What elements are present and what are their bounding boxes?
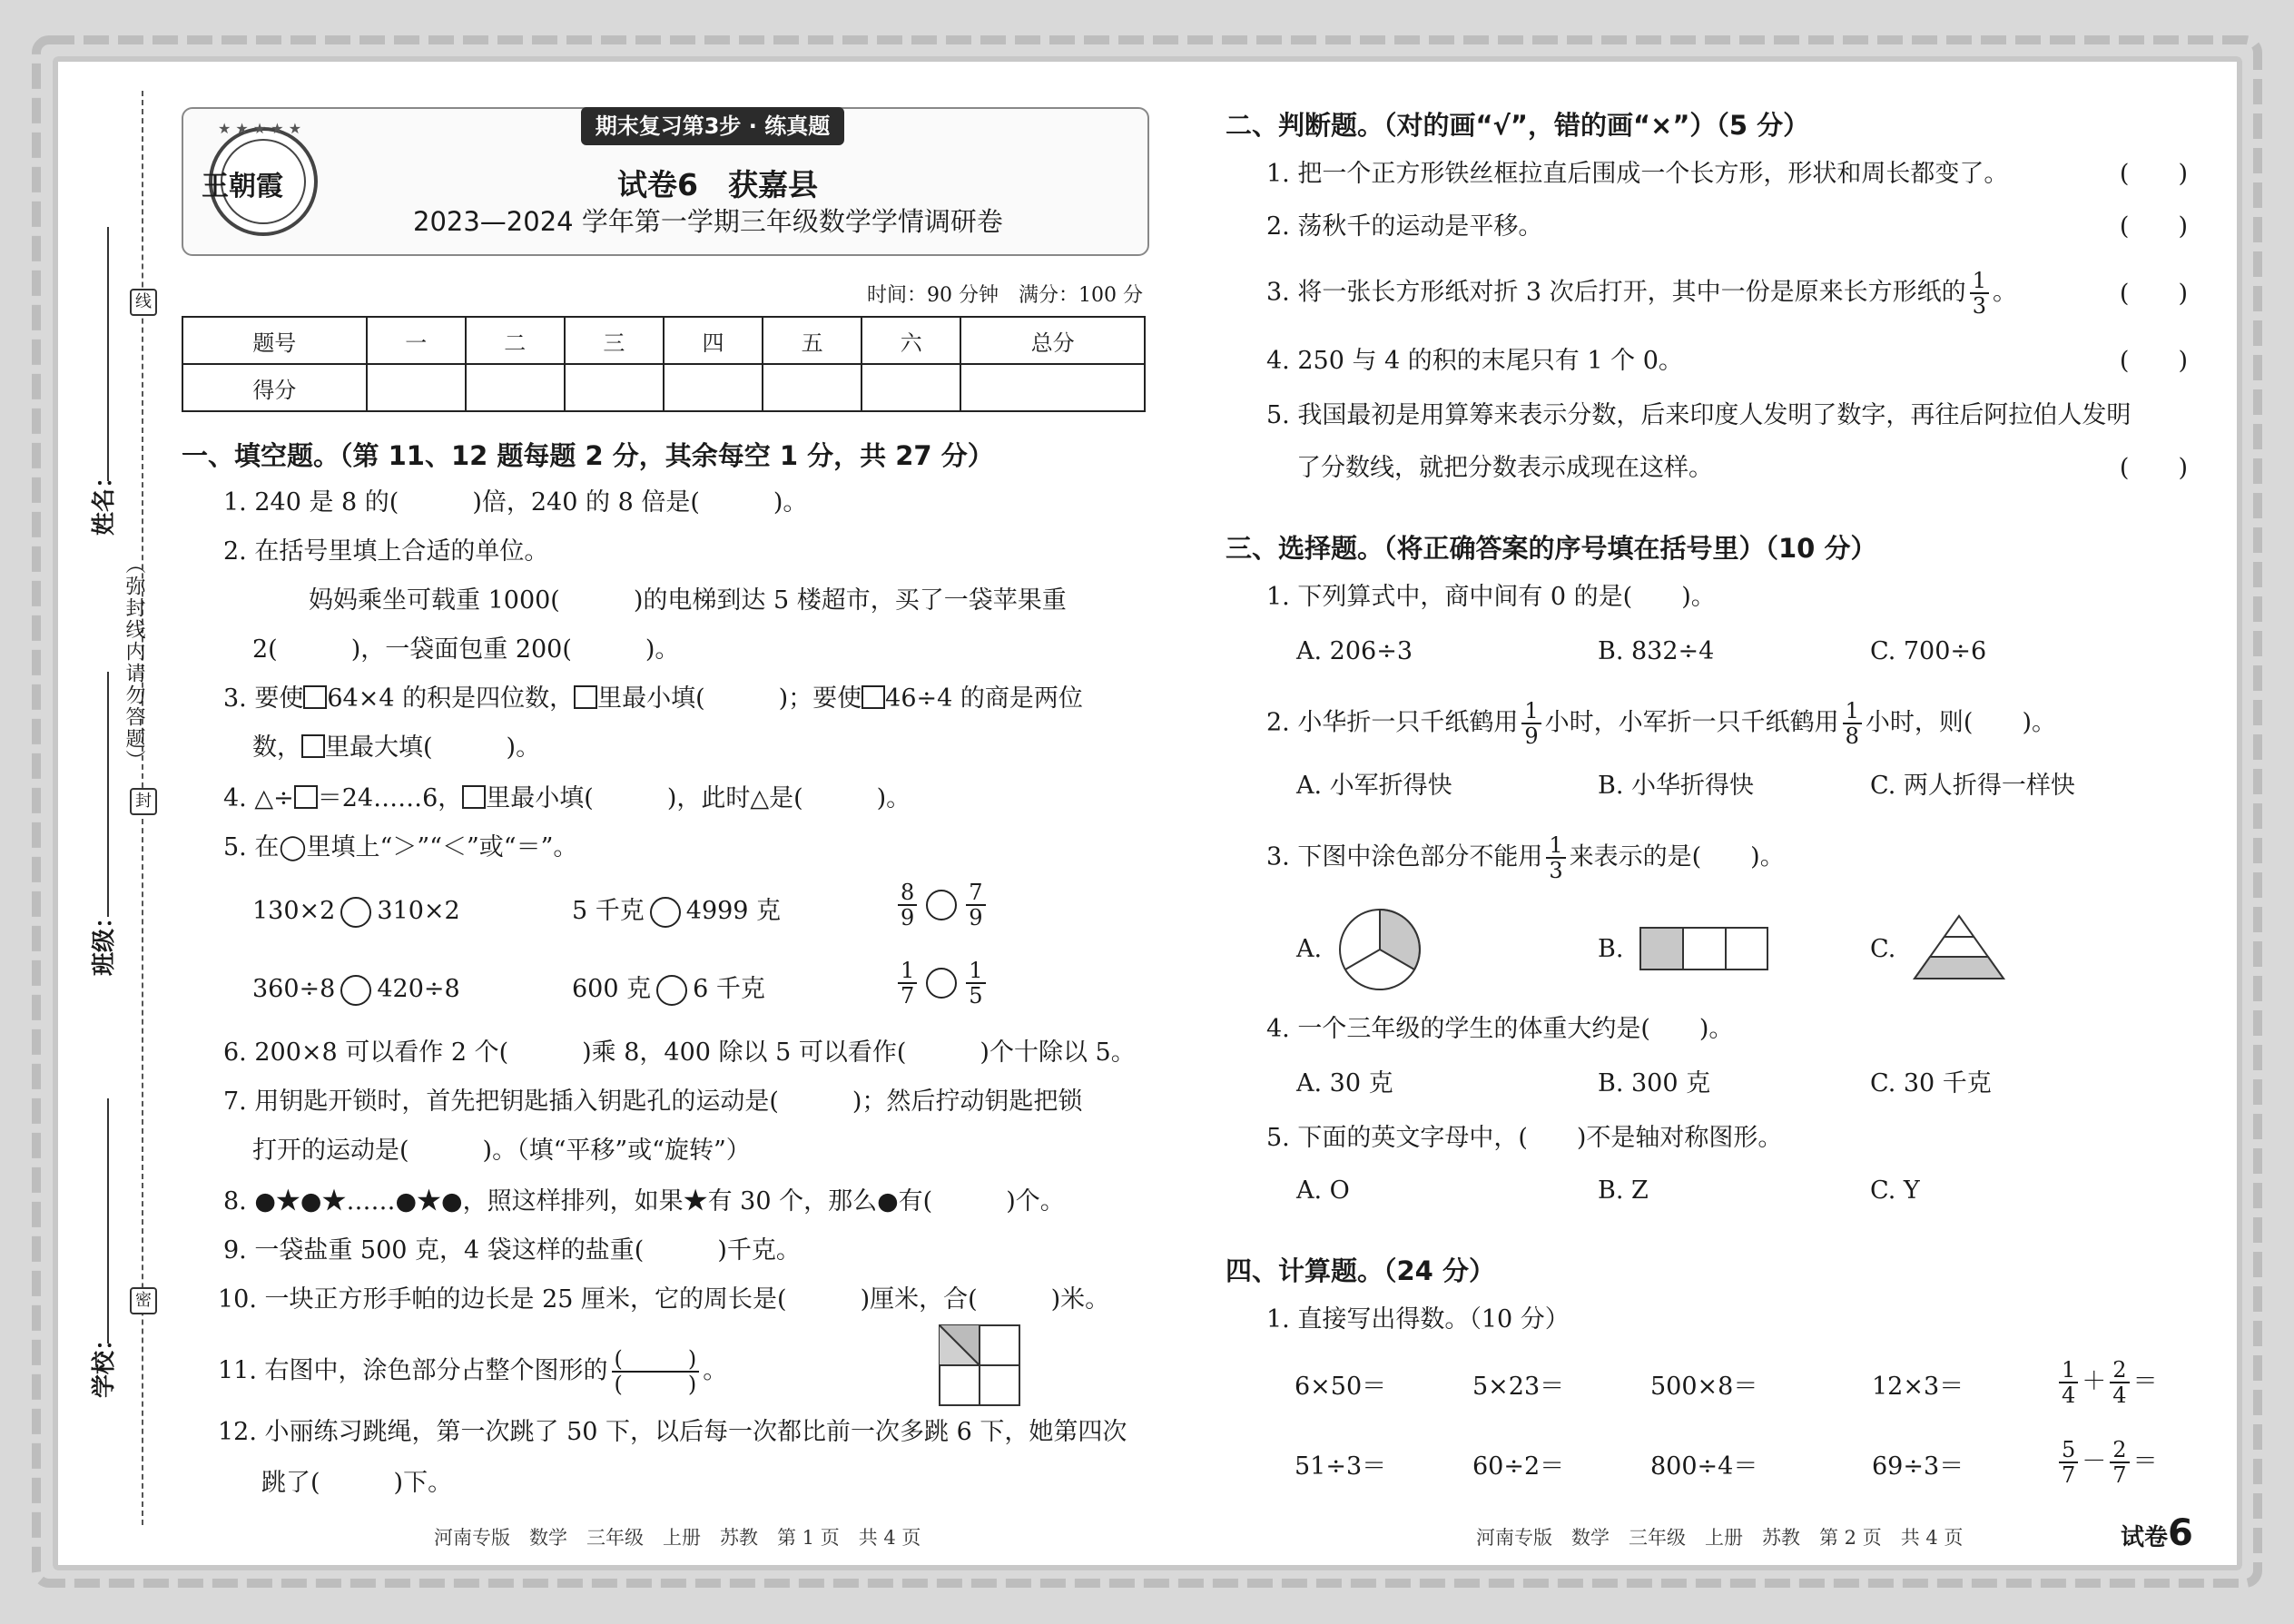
s3-q3 <box>1266 833 1785 882</box>
calc-item: 5×23＝ <box>1472 1373 1565 1401</box>
s2-item-3-end: 。 <box>1992 278 2017 307</box>
s2-paren-5[interactable]: ( ) <box>2119 454 2188 482</box>
operator: － <box>2082 1447 2107 1476</box>
score-input[interactable] <box>763 364 861 411</box>
s4-sub1: 1. 直接写出得数。（10 分） <box>1266 1305 1570 1334</box>
equals: ＝ <box>2132 1367 2158 1396</box>
seal-mark-feng: 封 <box>130 788 157 815</box>
score-input[interactable] <box>565 364 664 411</box>
compare-right: 420÷8 <box>377 975 460 1003</box>
denominator: 7 <box>2112 1462 2127 1488</box>
triangle-figure <box>1912 913 2006 982</box>
exam-subtitle: 2023—2024 学年第一学期三年级数学学情调研卷 <box>413 206 1003 237</box>
s1-q11-text: 11. 右图中，涂色部分占整个图形的 <box>218 1356 608 1385</box>
compare-left: 130×2 <box>252 897 336 925</box>
score-input[interactable] <box>960 364 1145 411</box>
s2-item-2: 2. 荡秋千的运动是平移。 <box>1266 212 1543 241</box>
s3-q1-opt-b[interactable]: B. 832÷4 <box>1598 637 1715 665</box>
score-cell: 总分 <box>960 317 1145 364</box>
numerator: 1 <box>1843 699 1862 724</box>
fraction <box>898 881 917 930</box>
compare-circle[interactable] <box>340 897 371 928</box>
fraction <box>966 881 985 930</box>
calc-item: 60÷2＝ <box>1472 1452 1565 1481</box>
s3-q2-opt-c[interactable]: C. 两人折得一样快 <box>1870 772 2075 800</box>
compare-circle[interactable] <box>656 975 687 1006</box>
s1-q2: 2. 在括号里填上合适的单位。 <box>223 537 549 566</box>
s3-q2 <box>1266 699 2056 748</box>
s2-paren-1[interactable]: ( ) <box>2119 160 2188 188</box>
s2-paren-2[interactable]: ( ) <box>2119 212 2188 241</box>
s3-q5-opt-a[interactable]: A. O <box>1296 1176 1350 1205</box>
compare-3 <box>894 881 989 930</box>
compare-4 <box>252 973 460 1006</box>
s1-q3b <box>252 732 540 764</box>
s3-q1-opt-a[interactable]: A. 206÷3 <box>1296 637 1413 665</box>
score-input[interactable] <box>466 364 565 411</box>
s1-q3b-text: 里最大填( )。 <box>325 733 541 762</box>
denominator: 4 <box>2062 1383 2076 1408</box>
numerator: 7 <box>966 881 985 906</box>
paper-badge <box>2121 1512 2193 1554</box>
numerator: 1 <box>2059 1358 2078 1383</box>
class-label: 班级： <box>91 904 118 976</box>
s3-q5-opt-b[interactable]: B. Z <box>1598 1176 1649 1205</box>
denominator: 8 <box>1845 723 1859 749</box>
compare-circle[interactable] <box>926 968 957 999</box>
calc-item: 69÷3＝ <box>1872 1452 1964 1481</box>
s2-item-4: 4. 250 与 4 的积的末尾只有 1 个 0。 <box>1266 347 1683 375</box>
compare-2 <box>572 895 781 928</box>
s2-paren-4[interactable]: ( ) <box>2119 347 2188 375</box>
s1-q1: 1. 240 是 8 的( )倍，240 的 8 倍是( )。 <box>223 488 808 517</box>
fraction <box>898 959 917 1008</box>
name-field[interactable] <box>107 227 109 481</box>
numerator: ( ) <box>612 1347 700 1373</box>
fraction <box>2059 1438 2078 1487</box>
school-label: 学校： <box>91 1326 118 1398</box>
compare-left: 5 千克 <box>572 897 645 925</box>
s3-q3-opt-c[interactable]: C. <box>1870 935 1896 963</box>
seal-mark-xian: 线 <box>130 289 157 316</box>
s2-item-1: 1. 把一个正方形铁丝框拉直后围成一个长方形，形状和周长都变了。 <box>1266 160 2009 188</box>
score-cell: 一 <box>367 317 466 364</box>
logo-text: 王朝霞 <box>202 171 283 202</box>
denominator: ( ) <box>614 1372 697 1397</box>
numerator: 2 <box>2110 1438 2129 1463</box>
q11-figure <box>938 1324 1021 1407</box>
calc-item: 800÷4＝ <box>1650 1452 1758 1481</box>
paper-badge-num: 6 <box>2168 1512 2193 1554</box>
score-input[interactable] <box>367 364 466 411</box>
compare-right: 310×2 <box>377 897 460 925</box>
score-cell: 题号 <box>182 317 367 364</box>
fraction <box>1843 699 1862 748</box>
score-cell: 四 <box>664 317 763 364</box>
numerator: 8 <box>898 881 917 906</box>
square-icon <box>861 685 885 709</box>
s2-paren-3[interactable]: ( ) <box>2119 280 2188 308</box>
exam-title: 试卷6 获嘉县 <box>617 167 818 202</box>
numerator: 1 <box>1546 833 1565 859</box>
square-icon <box>574 685 597 709</box>
fraction <box>2110 1438 2129 1487</box>
score-table-score-row <box>182 364 1145 411</box>
section1-heading: 一、填空题。（第 11、12 题每题 2 分，其余每空 1 分，共 27 分） <box>182 440 994 471</box>
s1-q2b: 2( )，一袋面包重 200( )。 <box>252 635 680 664</box>
footer-right: 河南专版 数学 三年级 上册 苏教 第 2 页 共 4 页 <box>1476 1527 1964 1549</box>
numerator: 1 <box>966 959 985 984</box>
s3-q2-text: 小时，则( )。 <box>1865 708 2056 737</box>
square-icon <box>294 785 318 809</box>
s1-q4-text: 4. △÷ <box>223 784 294 812</box>
s1-q4 <box>223 782 911 815</box>
seal-mark-mi: 密 <box>130 1287 157 1314</box>
compare-circle[interactable] <box>340 975 371 1006</box>
pie-figure <box>1336 906 1423 993</box>
s1-q3b-text: 数， <box>252 733 301 762</box>
s1-q3a-text: 46÷4 的商是两位 <box>885 684 1083 713</box>
s3-q4-opt-b[interactable]: B. 300 克 <box>1598 1069 1711 1097</box>
score-row-label: 得分 <box>182 364 367 411</box>
fraction-blank[interactable] <box>612 1347 700 1396</box>
s1-q8: 8. ●★●★……●★●，照这样排列，如果★有 30 个，那么●有( )个。 <box>223 1187 1065 1216</box>
s3-q5: 5. 下面的英文字母中，( )不是轴对称图形。 <box>1266 1124 1783 1152</box>
denominator: 5 <box>969 983 983 1009</box>
class-field[interactable] <box>107 672 109 917</box>
s3-q3-text: 来表示的是( )。 <box>1569 842 1785 871</box>
calc-item: 12×3＝ <box>1872 1373 1964 1401</box>
score-table <box>182 316 1146 412</box>
s1-q12a: 12. 小丽练习跳绳，第一次跳了 50 下，以后每一次都比前一次多跳 6 下，她第四次 <box>218 1418 1127 1446</box>
score-cell: 三 <box>565 317 664 364</box>
calc-item: 51÷3＝ <box>1295 1452 1387 1481</box>
s3-q5-opt-c[interactable]: C. Y <box>1870 1176 1920 1205</box>
s3-q4-opt-c[interactable]: C. 30 千克 <box>1870 1069 1992 1097</box>
calc-item: 6×50＝ <box>1295 1373 1387 1401</box>
time-info: 时间：90 分钟 满分：100 分 <box>867 284 1143 307</box>
fraction <box>966 959 985 1008</box>
fraction <box>1546 833 1565 882</box>
svg-text:★ ★ ★ ★ ★: ★ ★ ★ ★ ★ <box>218 120 302 137</box>
s3-q4: 4. 一个三年级的学生的体重大约是( )。 <box>1266 1015 1734 1043</box>
calc-item: 500×8＝ <box>1650 1373 1758 1401</box>
s1-q2a: 妈妈乘坐可载重 1000( )的电梯到达 5 楼超市，买了一袋苹果重 <box>309 586 1067 615</box>
s2-item-3-text: 3. 将一张长方形纸对折 3 次后打开，其中一份是原来长方形纸的 <box>1266 278 1966 307</box>
compare-right: 4999 克 <box>685 897 782 925</box>
compare-right: 6 千克 <box>693 975 765 1003</box>
denominator: 9 <box>969 905 983 930</box>
school-field[interactable] <box>107 1098 109 1343</box>
s3-q2-text: 小时，小军折一只千纸鹤用 <box>1544 708 1839 737</box>
calc-fraction-2 <box>2055 1438 2158 1487</box>
bar-figure <box>1639 926 1769 971</box>
compare-5 <box>572 973 765 1006</box>
s3-q2-opt-b[interactable]: B. 小华折得快 <box>1598 772 1755 800</box>
fraction <box>2059 1358 2078 1407</box>
score-cell: 六 <box>861 317 960 364</box>
s3-q2-opt-a[interactable]: A. 小军折得快 <box>1296 772 1452 800</box>
numerator: 2 <box>2110 1358 2129 1383</box>
paper-badge-label: 试卷 <box>2121 1524 2169 1551</box>
section3-heading: 三、选择题。（将正确答案的序号填在括号里）（10 分） <box>1226 533 1877 564</box>
s1-q3a-text: 里最小填( )；要使 <box>597 684 862 713</box>
s1-q12b: 跳了( )下。 <box>261 1469 453 1497</box>
s1-q3a <box>223 683 1083 715</box>
numerator: 5 <box>2059 1438 2078 1463</box>
numerator: 1 <box>1970 269 1989 294</box>
s2-item-5: 5. 我国最初是用算筹来表示分数，后来印度人发明了数字，再往后阿拉伯人发明 <box>1266 401 2132 429</box>
denominator: 7 <box>901 983 915 1009</box>
fraction <box>1521 699 1541 748</box>
s3-q1-opt-c[interactable]: C. 700÷6 <box>1870 637 1987 665</box>
denominator: 3 <box>1549 858 1563 883</box>
s1-q7b: 打开的运动是( )。（填“平移”或“旋转”） <box>252 1137 751 1165</box>
s1-q3a-text: 3. 要使 <box>223 684 304 713</box>
s3-q3-opt-b[interactable]: B. <box>1598 935 1624 963</box>
compare-6 <box>894 959 989 1008</box>
s1-q3a-text: 64×4 的积是四位数， <box>327 684 575 713</box>
s1-q11-end: 。 <box>703 1356 728 1385</box>
section2-heading: 二、判断题。（对的画“√”，错的画“×”）（5 分） <box>1226 110 1810 141</box>
operator: ＋ <box>2082 1367 2107 1396</box>
s1-q11 <box>218 1347 727 1396</box>
numerator: 1 <box>1521 699 1541 724</box>
s2-item-5b: 了分数线，就把分数表示成现在这样。 <box>1296 454 1713 482</box>
s1-q5: 5. 在◯里填上“＞”“＜”或“＝”。 <box>223 833 578 861</box>
s3-q2-text: 2. 小华折一只千纸鹤用 <box>1266 708 1519 737</box>
square-icon <box>301 734 325 758</box>
s1-q10: 10. 一块正方形手帕的边长是 25 厘米，它的周长是( )厘米，合( )米。 <box>218 1285 1110 1314</box>
fraction <box>2110 1358 2129 1407</box>
section4-heading: 四、计算题。（24 分） <box>1226 1255 1495 1286</box>
s1-q6: 6. 200×8 可以看作 2 个( )乘 8，400 除以 5 可以看作( )个十除以 5。 <box>223 1038 1136 1067</box>
s1-q7a: 7. 用钥匙开锁时，首先把钥匙插入钥匙孔的运动是( )；然后拧动钥匙把锁 <box>223 1088 1083 1116</box>
score-table-header-row <box>182 317 1145 364</box>
s3-q3-text: 3. 下图中涂色部分不能用 <box>1266 842 1543 871</box>
s3-q1: 1. 下列算式中，商中间有 0 的是( )。 <box>1266 583 1716 611</box>
compare-left: 360÷8 <box>252 975 336 1003</box>
score-input[interactable] <box>861 364 960 411</box>
step-bar: 期末复习第3步 · 练真题 <box>581 107 844 145</box>
denominator: 7 <box>2062 1462 2076 1488</box>
score-cell: 五 <box>763 317 861 364</box>
denominator: 9 <box>1524 723 1539 749</box>
footer-left: 河南专版 数学 三年级 上册 苏教 第 1 页 共 4 页 <box>434 1527 921 1549</box>
numerator: 1 <box>898 959 917 984</box>
s1-q4-text: ＝24……6， <box>317 784 463 812</box>
denominator: 4 <box>2112 1383 2127 1408</box>
seal-note: （弥封线内请勿答题） <box>123 554 145 772</box>
score-input[interactable] <box>664 364 763 411</box>
compare-left: 600 克 <box>572 975 652 1003</box>
s3-q4-opt-a[interactable]: A. 30 克 <box>1296 1069 1393 1097</box>
equals: ＝ <box>2132 1447 2158 1476</box>
score-cell: 二 <box>466 317 565 364</box>
s1-q9: 9. 一袋盐重 500 克，4 袋这样的盐重( )千克。 <box>223 1236 801 1265</box>
s1-q4-text: 里最小填( )，此时△是( )。 <box>486 784 911 812</box>
square-icon <box>303 685 327 709</box>
compare-1 <box>252 895 460 928</box>
compare-circle[interactable] <box>926 890 957 920</box>
denominator: 9 <box>901 905 915 930</box>
name-label: 姓名： <box>91 464 118 536</box>
compare-circle[interactable] <box>650 897 681 928</box>
calc-fraction-1 <box>2055 1358 2158 1407</box>
square-icon <box>462 785 486 809</box>
denominator: 3 <box>1972 293 1986 319</box>
s3-q3-opt-a[interactable]: A. <box>1296 935 1323 963</box>
